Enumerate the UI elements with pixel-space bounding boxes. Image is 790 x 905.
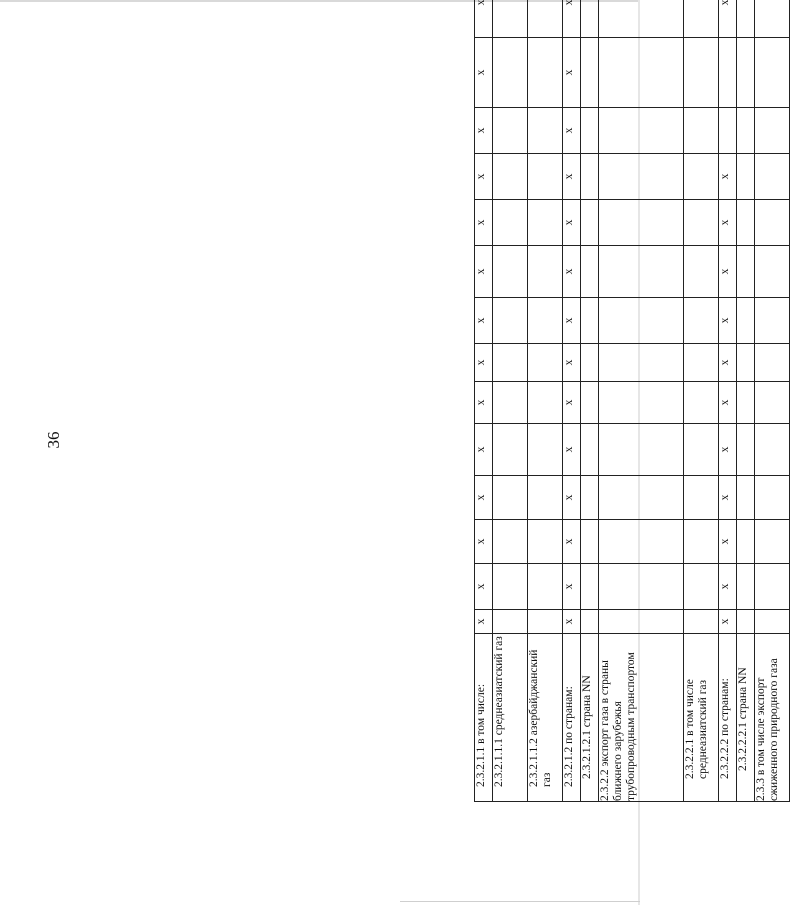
row-cell: x: [719, 344, 737, 382]
row-cell: [599, 610, 684, 634]
row-cell: [755, 0, 790, 38]
table-row: [737, 0, 755, 802]
row-label: 2.3.2.1.1.1 среднеазиатский газ: [493, 634, 528, 802]
row-cell: [755, 200, 790, 246]
table-row: [719, 0, 737, 802]
report-table: [474, 0, 790, 802]
row-cell: x: [719, 298, 737, 344]
row-label: 2.3.2.1.1.2 азербайджанский газ: [528, 634, 563, 802]
row-cell: x: [475, 154, 493, 200]
table-row: [528, 0, 563, 802]
row-cell: [493, 108, 528, 154]
row-label: 2.3.2.1.2 по странам:: [563, 634, 581, 802]
row-cell: [755, 564, 790, 610]
row-cell: [737, 246, 755, 298]
row-cell: x: [475, 298, 493, 344]
row-cell: [599, 564, 684, 610]
row-cell: [493, 564, 528, 610]
row-cell: [599, 0, 684, 38]
row-cell: x: [475, 0, 493, 38]
row-cell: [581, 610, 599, 634]
row-cell: x: [563, 154, 581, 200]
row-cell: [599, 424, 684, 476]
row-cell: [581, 0, 599, 38]
row-cell: [493, 382, 528, 424]
row-cell: [755, 344, 790, 382]
row-cell: [755, 298, 790, 344]
row-cell: x: [563, 564, 581, 610]
row-cell: [684, 564, 719, 610]
row-cell: x: [475, 344, 493, 382]
row-cell: [737, 108, 755, 154]
row-cell: x: [563, 382, 581, 424]
row-cell: [581, 154, 599, 200]
row-cell: [581, 476, 599, 520]
row-label: 2.3.2.2.1 в том числе среднеазиатский газ: [684, 634, 719, 802]
row-cell: [599, 520, 684, 564]
row-cell: [599, 108, 684, 154]
row-cell: x: [563, 0, 581, 38]
row-cell: [581, 564, 599, 610]
row-cell: [684, 424, 719, 476]
row-cell: x: [475, 246, 493, 298]
row-cell: [599, 298, 684, 344]
row-cell: [737, 200, 755, 246]
row-cell: x: [475, 564, 493, 610]
row-cell: [684, 108, 719, 154]
table-row: [475, 0, 493, 802]
row-cell: x: [719, 154, 737, 200]
row-cell: [581, 298, 599, 344]
row-label: 2.3.2.1.1 в том числе:: [475, 634, 493, 802]
row-cell: x: [475, 382, 493, 424]
row-cell: x: [719, 424, 737, 476]
row-cell: [684, 520, 719, 564]
row-cell: [581, 344, 599, 382]
row-cell: [755, 610, 790, 634]
row-cell: x: [563, 246, 581, 298]
row-cell: x: [563, 424, 581, 476]
row-cell: [599, 382, 684, 424]
row-cell: [755, 382, 790, 424]
row-cell: [528, 564, 563, 610]
row-cell: x: [475, 610, 493, 634]
row-cell: x: [719, 382, 737, 424]
row-cell: [755, 424, 790, 476]
row-cell: x: [563, 108, 581, 154]
row-cell: x: [475, 476, 493, 520]
row-cell: [581, 520, 599, 564]
row-cell: [737, 382, 755, 424]
row-cell: [737, 476, 755, 520]
page-number: 36: [44, 431, 63, 449]
row-label: 2.3.2.1.2.1 страна NN: [581, 634, 599, 802]
row-label: 2.3.2.2.2 по странам:: [719, 634, 737, 802]
row-cell: [528, 154, 563, 200]
row-cell: x: [475, 38, 493, 108]
row-cell: x: [563, 298, 581, 344]
row-cell: [737, 520, 755, 564]
row-cell: [493, 246, 528, 298]
row-cell: [528, 200, 563, 246]
row-label: 2.3.2.2 экспорт газа в страны ближнего зарубежья трубопроводным транспортом: [599, 634, 684, 802]
row-cell: [599, 154, 684, 200]
row-cell: [493, 0, 528, 38]
table-row: [493, 0, 528, 802]
row-cell: x: [475, 108, 493, 154]
row-cell: [581, 424, 599, 476]
table-row: [755, 0, 790, 802]
row-cell: [684, 200, 719, 246]
row-cell: [737, 0, 755, 38]
row-cell: [581, 38, 599, 108]
row-cell: x: [475, 520, 493, 564]
row-cell: [581, 108, 599, 154]
row-cell: [755, 154, 790, 200]
row-cell: x: [719, 200, 737, 246]
row-cell: [493, 344, 528, 382]
row-cell: [528, 520, 563, 564]
row-cell: x: [563, 476, 581, 520]
row-cell: x: [719, 246, 737, 298]
row-cell: [755, 246, 790, 298]
row-cell: [528, 298, 563, 344]
row-cell: [599, 38, 684, 108]
row-cell: [755, 520, 790, 564]
row-cell: [737, 38, 755, 108]
row-cell: [493, 476, 528, 520]
row-cell: x: [563, 610, 581, 634]
row-cell: [684, 476, 719, 520]
row-cell: [737, 424, 755, 476]
row-cell: [684, 382, 719, 424]
row-cell: [493, 610, 528, 634]
row-cell: [719, 108, 737, 154]
row-label: 2.3.2.2.2.1 страна NN: [737, 634, 755, 802]
report-table-container: [474, 0, 780, 802]
row-cell: [599, 344, 684, 382]
row-cell: x: [563, 200, 581, 246]
row-cell: [493, 298, 528, 344]
row-cell: x: [563, 520, 581, 564]
row-cell: [755, 38, 790, 108]
row-cell: [493, 38, 528, 108]
row-cell: [684, 344, 719, 382]
row-cell: [684, 154, 719, 200]
row-cell: [599, 246, 684, 298]
row-cell: [528, 38, 563, 108]
row-cell: [581, 382, 599, 424]
row-cell: x: [475, 200, 493, 246]
row-cell: [528, 108, 563, 154]
row-cell: [737, 154, 755, 200]
row-cell: [737, 344, 755, 382]
row-cell: [493, 424, 528, 476]
row-cell: [737, 610, 755, 634]
row-cell: [528, 610, 563, 634]
row-cell: [719, 38, 737, 108]
row-cell: x: [719, 520, 737, 564]
table-row: [581, 0, 599, 802]
row-cell: [581, 246, 599, 298]
row-cell: [684, 0, 719, 38]
row-cell: [755, 108, 790, 154]
row-cell: [528, 476, 563, 520]
row-cell: x: [719, 610, 737, 634]
row-cell: [493, 520, 528, 564]
row-cell: [684, 246, 719, 298]
row-cell: [684, 610, 719, 634]
row-cell: [581, 200, 599, 246]
row-cell: [528, 0, 563, 38]
row-cell: [737, 298, 755, 344]
table-row: [563, 0, 581, 802]
row-cell: [528, 344, 563, 382]
row-cell: x: [563, 38, 581, 108]
table-row: [684, 0, 719, 802]
row-cell: x: [719, 564, 737, 610]
row-cell: [493, 154, 528, 200]
row-cell: [528, 424, 563, 476]
row-cell: [599, 200, 684, 246]
row-cell: [528, 382, 563, 424]
row-cell: [528, 246, 563, 298]
row-cell: [493, 200, 528, 246]
row-cell: [684, 38, 719, 108]
row-cell: [684, 298, 719, 344]
row-cell: x: [719, 0, 737, 38]
row-cell: [737, 564, 755, 610]
scan-edge-bottom: [400, 901, 640, 902]
row-cell: x: [719, 476, 737, 520]
table-row: [599, 0, 684, 802]
row-cell: [755, 476, 790, 520]
row-cell: x: [563, 344, 581, 382]
row-label: 2.3.3 в том числе экспорт сжиженного природного газа: [755, 634, 790, 802]
row-cell: [599, 476, 684, 520]
row-cell: x: [475, 424, 493, 476]
